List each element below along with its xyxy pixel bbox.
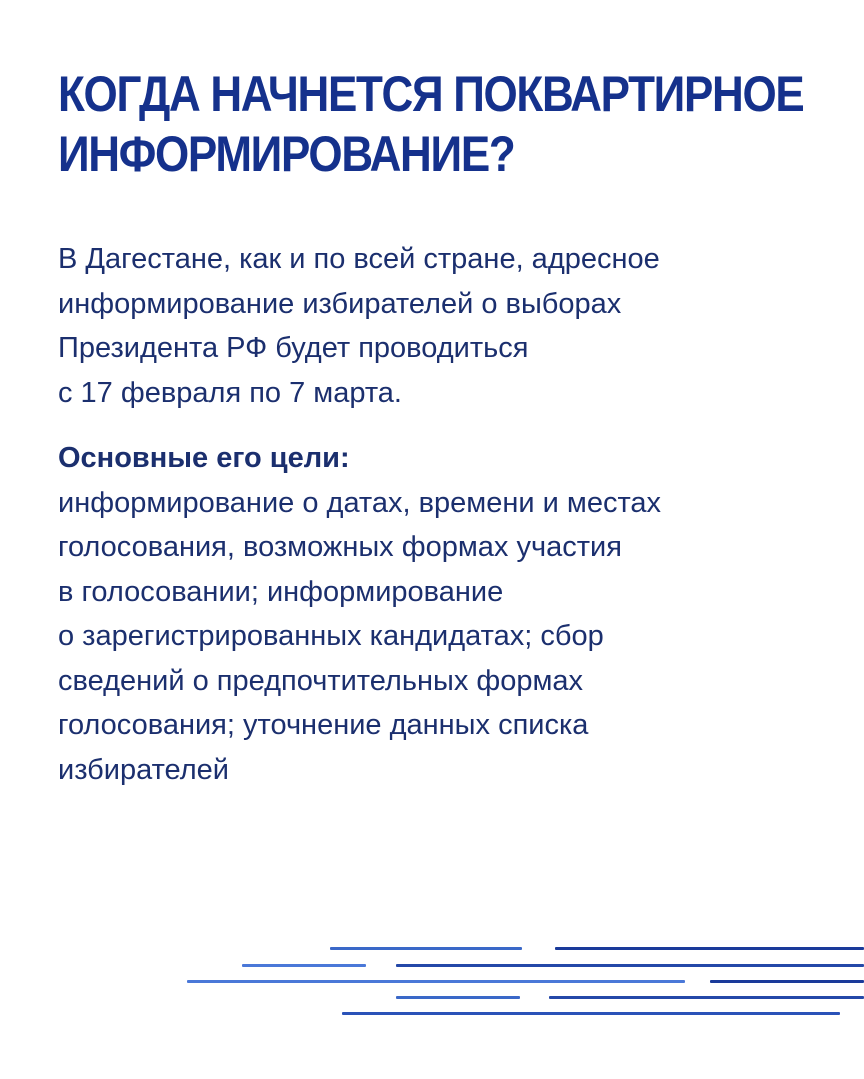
goals-line-2: голосования, возможных формах участия [58, 531, 622, 563]
intro-line-2: информирование избирателей о выборах [58, 287, 622, 320]
stripe [549, 996, 864, 999]
stripe [396, 964, 864, 967]
stripe [555, 947, 864, 950]
stripe [330, 947, 522, 950]
goals-line-6: голосования; уточнение данных списка [58, 709, 589, 741]
intro-line-4: с 17 февраля по 7 марта. [58, 376, 402, 409]
stripe [242, 964, 366, 967]
goals-line-1: информирование о датах, времени и местах [58, 486, 662, 519]
goals-line-4: о зарегистрированных кандидатах; сбор [58, 620, 604, 652]
goals-line-5: сведений о предпочтительных формах [58, 664, 584, 697]
intro-line-1: В Дагестане, как и по всей стране, адресное [58, 243, 660, 275]
intro-line-3: Президента РФ будет проводиться [58, 332, 529, 364]
goals-line-3: в голосовании; информирование [58, 575, 504, 608]
headline-line-2: ИНФОРМИРОВАНИЕ? [58, 126, 515, 182]
stripe [187, 980, 685, 983]
stripe [710, 980, 864, 983]
stripe [396, 996, 520, 999]
goals-line-7: избирателей [58, 753, 229, 786]
headline-line-1: КОГДА НАЧНЕТСЯ ПОКВАРТИРНОЕ [58, 66, 804, 122]
stripe [342, 1012, 840, 1015]
goals-heading: Основные его цели: [58, 442, 350, 474]
